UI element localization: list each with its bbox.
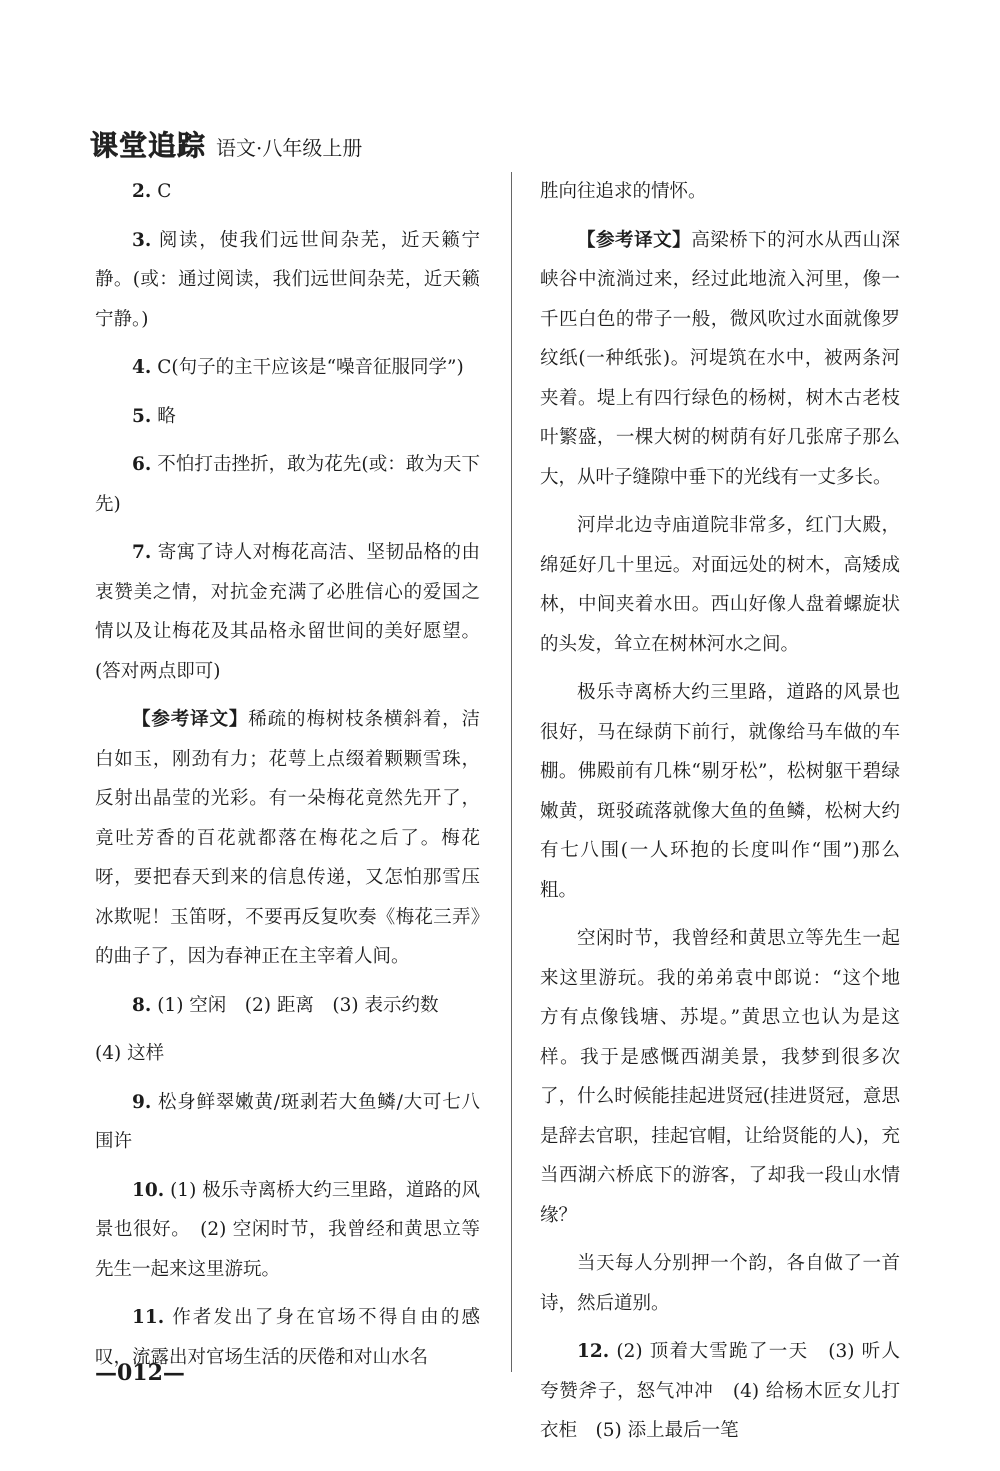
item-number: 2.: [132, 181, 152, 202]
answer-paragraph: [95, 533, 480, 691]
subject-title: 语文·八年级上册: [216, 136, 363, 160]
answer-text: 河岸北边寺庙道院非常多，红门大殿，绵延好几十里远。对面远处的树木，高矮成林，中间夹着水田。西山好像人盘着螺旋状的头发，耸立在树林河水之间。: [540, 515, 900, 655]
answer-text: 高梁桥下的河水从西山深峡谷中流淌过来，经过此地流入河里，像一千匹白色的带子一般，微风吹过水面就像罗纹纸(一种纸张)。河堤筑在水中，被两条河夹着。堤上有四行绿色的杨树，树木古老枝叶繁盛，一棵大树的树荫有好几张席子那么大，从叶子缝隙中垂下的光线有一丈多长。: [540, 229, 900, 488]
left-column: [95, 172, 480, 1386]
item-number: 11.: [132, 1307, 165, 1328]
answer-paragraph: [540, 506, 900, 664]
answer-text: 松身鲜翠嫩黄/斑剥若大鱼鳞/大可七八围许: [95, 1091, 480, 1152]
answer-paragraph: [95, 1083, 480, 1162]
answer-paragraph: [95, 221, 480, 340]
item-number: 9.: [132, 1091, 152, 1113]
item-number: 3.: [132, 229, 152, 251]
series-logo: 课堂追踪: [90, 129, 207, 162]
item-number: 6.: [132, 454, 152, 475]
item-number: 8.: [132, 994, 152, 1016]
reference-translation-label: 【参考译文】: [577, 229, 692, 251]
answer-text: 胜向往追求的情怀。: [540, 181, 707, 202]
answer-text: (2) 顶着大雪跪了一天 (3) 听人夸赞斧子，怒气冲冲 (4) 给杨木匠女儿打衣柜 (5) 添上最后一笔: [540, 1341, 900, 1441]
answer-text: 不怕打击挫折，敢为花先(或：敢为天下先): [95, 454, 480, 515]
answer-text: 空闲时节，我曾经和黄思立等先生一起来这里游玩。我的弟弟袁中郎说：“这个地方有点像钱塘、苏堤。”黄思立也认为是这样。我于是感慨西湖美景，我梦到很多次了，什么时候能挂起进贤冠(挂进贤冠，意思是辞去官职，挂起官帽，让给贤能的人)，充当西湖六桥底下的游客，了却我一段山水情缘？: [540, 928, 900, 1226]
item-number: 5.: [132, 405, 152, 427]
answer-text: 略: [151, 405, 176, 427]
answer-paragraph: [540, 919, 900, 1235]
answer-text: (4) 这样: [95, 1043, 165, 1064]
answer-paragraph: [540, 673, 900, 910]
answer-paragraph: [95, 397, 480, 437]
answer-text: (1) 极乐寺离桥大约三里路，道路的风景也很好。 (2) 空闲时节，我曾经和黄思立等先生一起来这里游玩。: [95, 1179, 480, 1280]
answer-paragraph: [95, 986, 480, 1026]
item-number: 10.: [132, 1179, 165, 1201]
answer-text: C: [151, 181, 172, 202]
answer-paragraph: [540, 172, 900, 212]
answer-paragraph: [95, 445, 480, 524]
column-divider: [511, 172, 512, 1372]
answer-paragraph: [95, 1034, 480, 1074]
answer-paragraph: [540, 1244, 900, 1323]
item-number: 4.: [132, 357, 152, 378]
right-column: [540, 172, 900, 1460]
answer-text: 阅读，使我们远世间杂芜，近天籁宁静。(或：通过阅读，我们远世间杂芜，近天籁宁静。): [95, 229, 480, 330]
answer-text: 稀疏的梅树枝条横斜着，洁白如玉，刚劲有力；花萼上点缀着颗颗雪珠，反射出晶莹的光彩。有一朵梅花竟然先开了，竟吐芳香的百花就都落在梅花之后了。梅花呀，要把春天到来的信息传递，又怎怕那雪压冰欺呢！玉笛呀，不要再反复吹奏《梅花三弄》的曲子了，因为春神正在主宰着人间。: [95, 709, 480, 967]
answer-text: 极乐寺离桥大约三里路，道路的风景也很好，马在绿荫下前行，就像给马车做的车棚。佛殿前有几株“剔牙松”，松树躯干碧绿嫩黄，斑驳疏落就像大鱼的鱼鳞，松树大约有七八围(一人环抱的长度叫作“围”)那么粗。: [540, 682, 900, 901]
answer-text: 寄寓了诗人对梅花高洁、坚韧品格的由衷赞美之情，对抗金充满了必胜信心的爱国之情以及让梅花及其品格永留世间的美好愿望。(答对两点即可): [95, 542, 480, 682]
page-number: —012—: [95, 1360, 185, 1386]
item-number: 12.: [577, 1341, 610, 1362]
answer-paragraph: [95, 1171, 480, 1290]
answer-paragraph: [540, 1332, 900, 1451]
reference-translation-label: 【参考译文】: [132, 709, 249, 730]
answer-paragraph: [95, 172, 480, 212]
answer-paragraph: [95, 348, 480, 388]
answer-text: 作者发出了身在官场不得自由的感叹，流露出对官场生活的厌倦和对山水名: [95, 1307, 480, 1368]
item-number: 7.: [132, 542, 152, 563]
answer-text: (1) 空闲 (2) 距离 (3) 表示约数: [151, 994, 439, 1016]
answer-text: C(句子的主干应该是“噪音征服同学”): [151, 357, 464, 378]
answer-paragraph: [95, 700, 480, 977]
answer-text: 当天每人分别押一个韵，各自做了一首诗，然后道别。: [540, 1253, 900, 1314]
page-header: [90, 124, 362, 164]
answer-paragraph: [540, 221, 900, 498]
